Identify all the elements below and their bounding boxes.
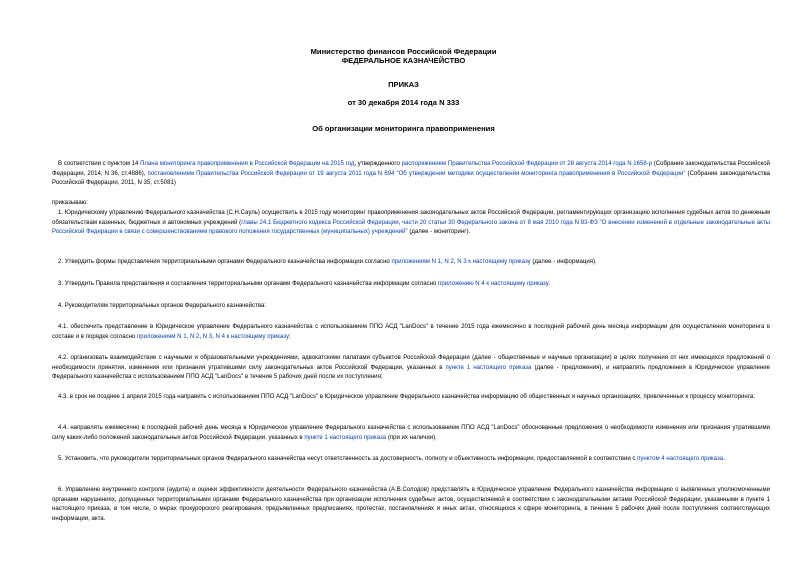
- paragraph-4-2: [52, 354, 770, 383]
- ministry-name: Министерство финансов Российской Федерации: [310, 47, 497, 56]
- legal-reference-link[interactable]: приложениям N 1: [391, 259, 442, 265]
- paragraph-text: 4.2. организовать взаимодействие с научными и образовательными учреждениями, адвокатскими палатами субъектов Российской Федерации (далее - общественные и научные организации) в целях получения от них имеющихся предложений о необходимости принятия, изменения или признания утратившими силу законодательных актов Российской Федерации, указанных в: [52, 355, 770, 371]
- paragraph-text: , утвержденного: [354, 161, 402, 167]
- paragraph-text: 6. Управлению внутреннего контроля (аудита) и оценки эффективности деятельности Федерального казначейства (А.В.Солодов) представлять в Юридическое управление Федерального казначейства информацию о выявленных уполномоченными органами нарушениях, допущенных территориальными органами Федерального казначейства при организации исполнения судебных актов, осуществляемой в соответствии с законодательными актами Российской Федерации, указанными в пункте 1 настоящего приказа, в том числе, о мерах прокурорского реагирования, предъявленных предписаниях, протестах, постановлениях и иных актах, относящихся к сфере мониторинга, в течение 5 рабочих дней после поступления соответствующих информации, акта.: [52, 487, 770, 522]
- paragraph-6: [52, 486, 770, 524]
- legal-reference-link[interactable]: части 20 статьи 30 Федерального закона от 8 мая 2010 года N 83-ФЗ "О внесении изменений в отдельные законодательные акты Российской Федерации в связи с совершенствованием правового положения государственных (муниципальных) учреждений": [52, 219, 770, 235]
- paragraph-text: В соответствии с пунктом 14: [58, 161, 141, 167]
- paragraph-4-1: [52, 323, 770, 342]
- paragraph-3: [52, 280, 770, 290]
- legal-reference-link[interactable]: приложению N 4 к настоящему приказу: [438, 281, 549, 287]
- paragraph-text: ,: [212, 333, 216, 340]
- agency-name: ФЕДЕРАЛЬНОЕ КАЗНАЧЕЙСТВО: [341, 56, 466, 66]
- paragraph-text: 3. Утвердить Правила представления и составления территориальными органами Федерального казначейства информации согласно: [58, 281, 439, 287]
- legal-reference-link[interactable]: N 3 к настоящему приказу: [457, 259, 531, 265]
- paragraph-text: (при их наличии).: [386, 434, 437, 441]
- paragraph-text: ,: [199, 333, 203, 340]
- legal-reference-link[interactable]: Плана мониторинга правоприменения в Российской Федерации на 2015 год: [140, 161, 355, 167]
- paragraph-4-3: [52, 393, 770, 403]
- paragraph-preamble: [52, 160, 770, 189]
- document-subject: Об организации мониторинга правоприменения: [312, 124, 495, 133]
- paragraph-text: 5. Установить, что руководители территориальных органов Федерального казначейства несут ответственность за достоверность, полноту и объективность информации, предоставляемой в соответствии с: [58, 456, 638, 462]
- paragraph-text: 1. Юридическому управлению Федерального казначейства (С.Н.Сауль) осуществить в 2015 году мониторинг правоприменения законодательных актов Российской Федерации, регламентирующих организацию исполнения судебных актов по денежным обязательствам казенных, бюджетных и автономных учреждений (: [52, 210, 770, 226]
- legal-reference-link[interactable]: постановлением Правительства Российской Федерации от 19 августа 2011 года N 694 "Об утверждении методики осуществления мониторинга правоприменения в Российской Федерации": [147, 170, 686, 177]
- paragraph-text: 4.3. в срок не позднее 1 апреля 2015 года направить с использованием ППО АСД "LanDocs" в Юридическое управление Федерального казначейства информацию об общественных и научных организациях, привлеченных к процессу мониторинга;: [58, 394, 755, 400]
- header-issuer: [0, 47, 807, 66]
- legal-reference-link[interactable]: N 2: [189, 333, 200, 340]
- paragraph-text: (далее - информация).: [530, 259, 597, 265]
- legal-reference-link[interactable]: N 2: [444, 259, 454, 265]
- paragraph-text: 4. Руководителям территориальных органов Федерального казначейства:: [58, 303, 267, 309]
- paragraph-text: приказываю:: [52, 200, 88, 206]
- paragraph-text: (Собрание законодательства Российской Федерации, 2014, N 36, ст.4886),: [52, 161, 770, 177]
- paragraph-1: [52, 209, 770, 238]
- paragraph-4-4: [52, 424, 770, 443]
- paragraph-2: [52, 258, 770, 268]
- legal-reference-link[interactable]: приложениям N 1: [137, 333, 187, 340]
- document-date-number: от 30 декабря 2014 года N 333: [347, 98, 460, 107]
- paragraph-text: ,: [186, 333, 190, 340]
- legal-reference-link[interactable]: пунктом 4 настоящего приказа: [637, 456, 724, 462]
- paragraph-text: ,: [453, 259, 458, 265]
- paragraph-text: .: [723, 456, 725, 462]
- paragraph-order-word: [52, 199, 770, 209]
- paragraph-text: (Собрание законодательства Российской Федерации, 2011, N 35, ст.5081): [52, 170, 771, 186]
- paragraph-5: [52, 455, 770, 465]
- paragraph-text: (далее - предложения), и направлять предложения в Юридическое управление Федерального казначейства с использованием ППО АСД "LanDocs" в течение 5 рабочих дней после их поступления;: [52, 364, 770, 380]
- paragraph-text: (далее - мониторинг).: [407, 229, 471, 235]
- paragraph-text: 2. Утвердить формы представления территориальными органами Федерального казначейства информации согласно: [58, 259, 392, 265]
- legal-reference-link[interactable]: пункте 1 настоящего приказа: [445, 364, 532, 371]
- paragraph-text: 4.1. обеспечить представление в Юридическое управление Федерального казначейства с использованием ППО АСД "LanDocs" в течение 2015 года ежемесячно в последний рабочий день месяца информации для осуществления мониторинга в составе и в порядке согласно: [52, 324, 770, 340]
- legal-reference-link[interactable]: главы 24.1 Бюджетного кодекса Российской Федерации: [241, 219, 399, 226]
- legal-reference-link[interactable]: N 4 к настоящему приказу: [215, 333, 290, 340]
- paragraph-text: 4.4. направлять ежемесячно в последний рабочий день месяца в Юридическое управление Федерального казначейства с использованием ППО АСД "LanDocs" обоснованные предложения о необходимости изменения или признания утратившими силу каких-либо положений законодательных актов Российской Федерации, указанных в: [52, 425, 770, 441]
- paragraph-text: .: [548, 281, 550, 287]
- paragraph-text: ,: [441, 259, 445, 265]
- legal-reference-link[interactable]: N 3: [202, 333, 213, 340]
- paragraph-4: [52, 302, 770, 312]
- paragraph-text: ;: [289, 333, 291, 340]
- document-type: ПРИКАЗ: [388, 80, 419, 89]
- paragraph-text: ,: [398, 219, 403, 226]
- legal-reference-link[interactable]: распоряжением Правительства Российской Федерации от 28 августа 2014 года N 1658-р: [401, 161, 653, 167]
- legal-reference-link[interactable]: пункте 1 настоящего приказа: [304, 434, 387, 441]
